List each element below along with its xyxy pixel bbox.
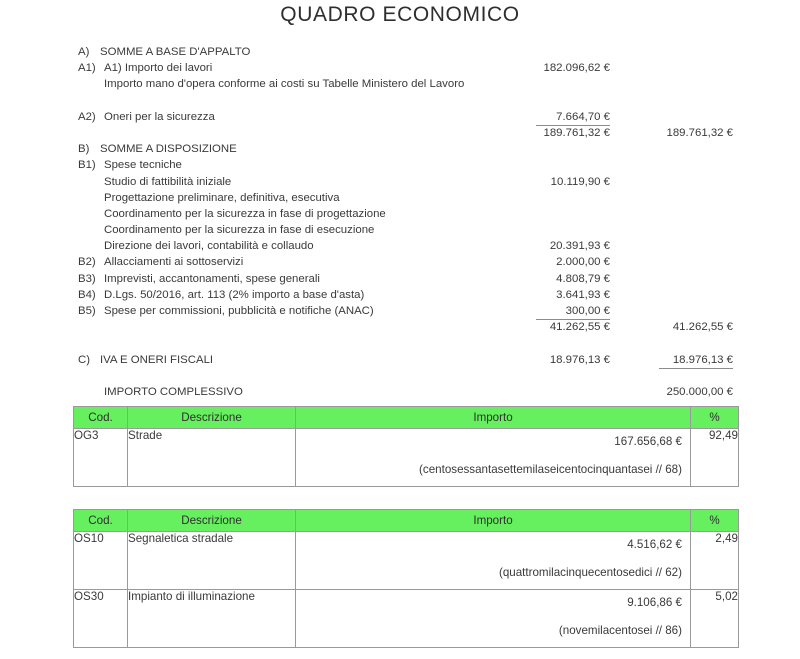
quadro-row-label: SOMME A DISPOSIZIONE [100, 143, 237, 156]
quadro-row [0, 206, 800, 222]
quadro-row-code: B2) [78, 256, 96, 269]
quadro-row [0, 60, 800, 76]
quadro-row-label: D.Lgs. 50/2016, art. 113 (2% importo a base d'asta) [104, 288, 365, 301]
quadro-row [0, 109, 800, 125]
quadro-row [0, 335, 800, 351]
column-header-descrizione: Descrizione [128, 407, 296, 429]
quadro-row-code: A) [78, 46, 90, 58]
cell-percent: 5,02 [691, 590, 739, 648]
quadro-row-label: Oneri per la sicurezza [104, 110, 215, 123]
column-header-percent: % [691, 407, 739, 429]
quadro-row-label: SOMME A BASE D'APPALTO [100, 46, 251, 58]
cell-importo [296, 590, 691, 648]
cell-descrizione: Segnaletica stradale [128, 532, 296, 590]
quadro-row-amount-primary: 18.976,13 € [549, 353, 610, 366]
cell-cod: OS30 [74, 590, 128, 648]
quadro-row-code: B) [78, 143, 90, 156]
importo-in-words: (centosessantasettemilaseicentocinquantasei // 68) [419, 463, 682, 476]
quadro-row-amount-primary: 4.808,79 € [556, 272, 610, 285]
cell-descrizione: Strade [128, 429, 296, 487]
quadro-row-amount-primary: 20.391,93 € [549, 240, 610, 253]
quadro-row [0, 303, 800, 319]
column-header-cod: Cod. [74, 510, 128, 532]
quadro-row [0, 93, 800, 109]
importo-amount: 167.656,68 € [614, 435, 682, 448]
table-1-header [74, 407, 739, 429]
quadro-row [0, 238, 800, 254]
quadro-row-label: IMPORTO COMPLESSIVO [104, 385, 243, 398]
quadro-row [0, 352, 800, 368]
table-header-row [74, 407, 739, 429]
quadro-row-label: A1) Importo dei lavori [104, 62, 213, 75]
table-1-body [74, 429, 739, 487]
cell-importo [296, 532, 691, 590]
quadro-row [0, 319, 800, 335]
quadro-row-amount-total: 250.000,00 € [666, 385, 733, 398]
quadro-row [0, 174, 800, 190]
quadro-row-code: A1) [78, 62, 96, 75]
table-row [74, 532, 739, 590]
quadro-row-code: A2) [78, 110, 96, 123]
table-row [74, 590, 739, 648]
quadro-row-amount-primary: 300,00 € [565, 305, 610, 317]
quadro-economico-section [0, 44, 800, 400]
cell-cod: OS10 [74, 532, 128, 590]
cell-percent: 92,49 [691, 429, 739, 487]
cell-cod: OG3 [74, 429, 128, 487]
quadro-row [0, 254, 800, 270]
quadro-row [0, 141, 800, 157]
quadro-row-label: Direzione dei lavori, contabilità e collaudo [104, 240, 314, 253]
quadro-row-amount-primary: 182.096,62 € [543, 62, 610, 75]
quadro-row [0, 368, 800, 384]
quadro-row-label: Importo mano d'opera conforme ai costi su Tabelle Ministero del Lavoro [104, 78, 465, 91]
column-header-importo: Importo [296, 407, 691, 429]
quadro-row-label: Imprevisti, accantonamenti, spese generali [104, 272, 320, 285]
quadro-row-amount-primary: 2.000,00 € [556, 256, 610, 269]
importo-in-words: (novemilacentosei // 86) [558, 624, 682, 637]
table-header-row [74, 510, 739, 532]
quadro-row-code: B3) [78, 272, 96, 285]
quadro-row-amount-total: 189.761,32 € [666, 126, 733, 139]
quadro-row-amount-primary: 189.761,32 € [543, 126, 610, 139]
quadro-row [0, 44, 800, 60]
cell-importo [296, 429, 691, 487]
quadro-row [0, 222, 800, 238]
quadro-row-label: IVA E ONERI FISCALI [100, 353, 214, 366]
quadro-row-amount-primary: 10.119,90 € [550, 175, 610, 188]
quadro-row-label: Allacciamenti ai sottoservizi [104, 256, 244, 269]
quadro-row [0, 157, 800, 173]
quadro-row-label: Coordinamento per la sicurezza in fase di esecuzione [104, 224, 375, 237]
cell-descrizione: Impianto di illuminazione [128, 590, 296, 648]
cell-percent: 2,49 [691, 532, 739, 590]
table-2-body [74, 532, 739, 648]
category-table-2 [73, 509, 739, 648]
quadro-row-amount-primary: 3.641,93 € [556, 288, 610, 301]
quadro-row-code: B1) [78, 159, 96, 172]
table-2-header [74, 510, 739, 532]
column-header-importo: Importo [296, 510, 691, 532]
category-table-1 [73, 406, 739, 487]
quadro-row-label: Progettazione preliminare, definitiva, esecutiva [104, 191, 340, 204]
quadro-row [0, 190, 800, 206]
quadro-row-label: Studio di fattibilità iniziale [104, 175, 232, 188]
quadro-row [0, 76, 800, 92]
column-header-percent: % [691, 510, 739, 532]
column-header-descrizione: Descrizione [128, 510, 296, 532]
page-title: QUADRO ECONOMICO [280, 3, 520, 26]
quadro-row [0, 271, 800, 287]
quadro-row-amount-total: 41.262,55 € [672, 321, 733, 334]
quadro-row-code: B5) [78, 305, 96, 317]
importo-in-words: (quattromilacinquecentosedici // 62) [498, 566, 682, 579]
quadro-row-label: Coordinamento per la sicurezza in fase di progettazione [104, 207, 386, 220]
quadro-row-code: C) [78, 353, 91, 366]
quadro-row-amount-primary: 7.664,70 € [556, 110, 610, 123]
importo-amount: 9.106,86 € [627, 596, 682, 609]
quadro-row-amount-total: 18.976,13 € [672, 353, 733, 366]
quadro-row [0, 125, 800, 141]
quadro-row-label: Spese per commissioni, pubblicità e notifiche (ANAC) [104, 305, 374, 317]
column-header-cod: Cod. [74, 407, 128, 429]
quadro-row-amount-primary: 41.262,55 € [549, 321, 610, 334]
quadro-row [0, 287, 800, 303]
quadro-row [0, 384, 800, 400]
importo-amount: 4.516,62 € [627, 538, 682, 551]
table-row [74, 429, 739, 487]
quadro-row-code: B4) [78, 288, 96, 301]
quadro-row-label: Spese tecniche [104, 159, 182, 172]
